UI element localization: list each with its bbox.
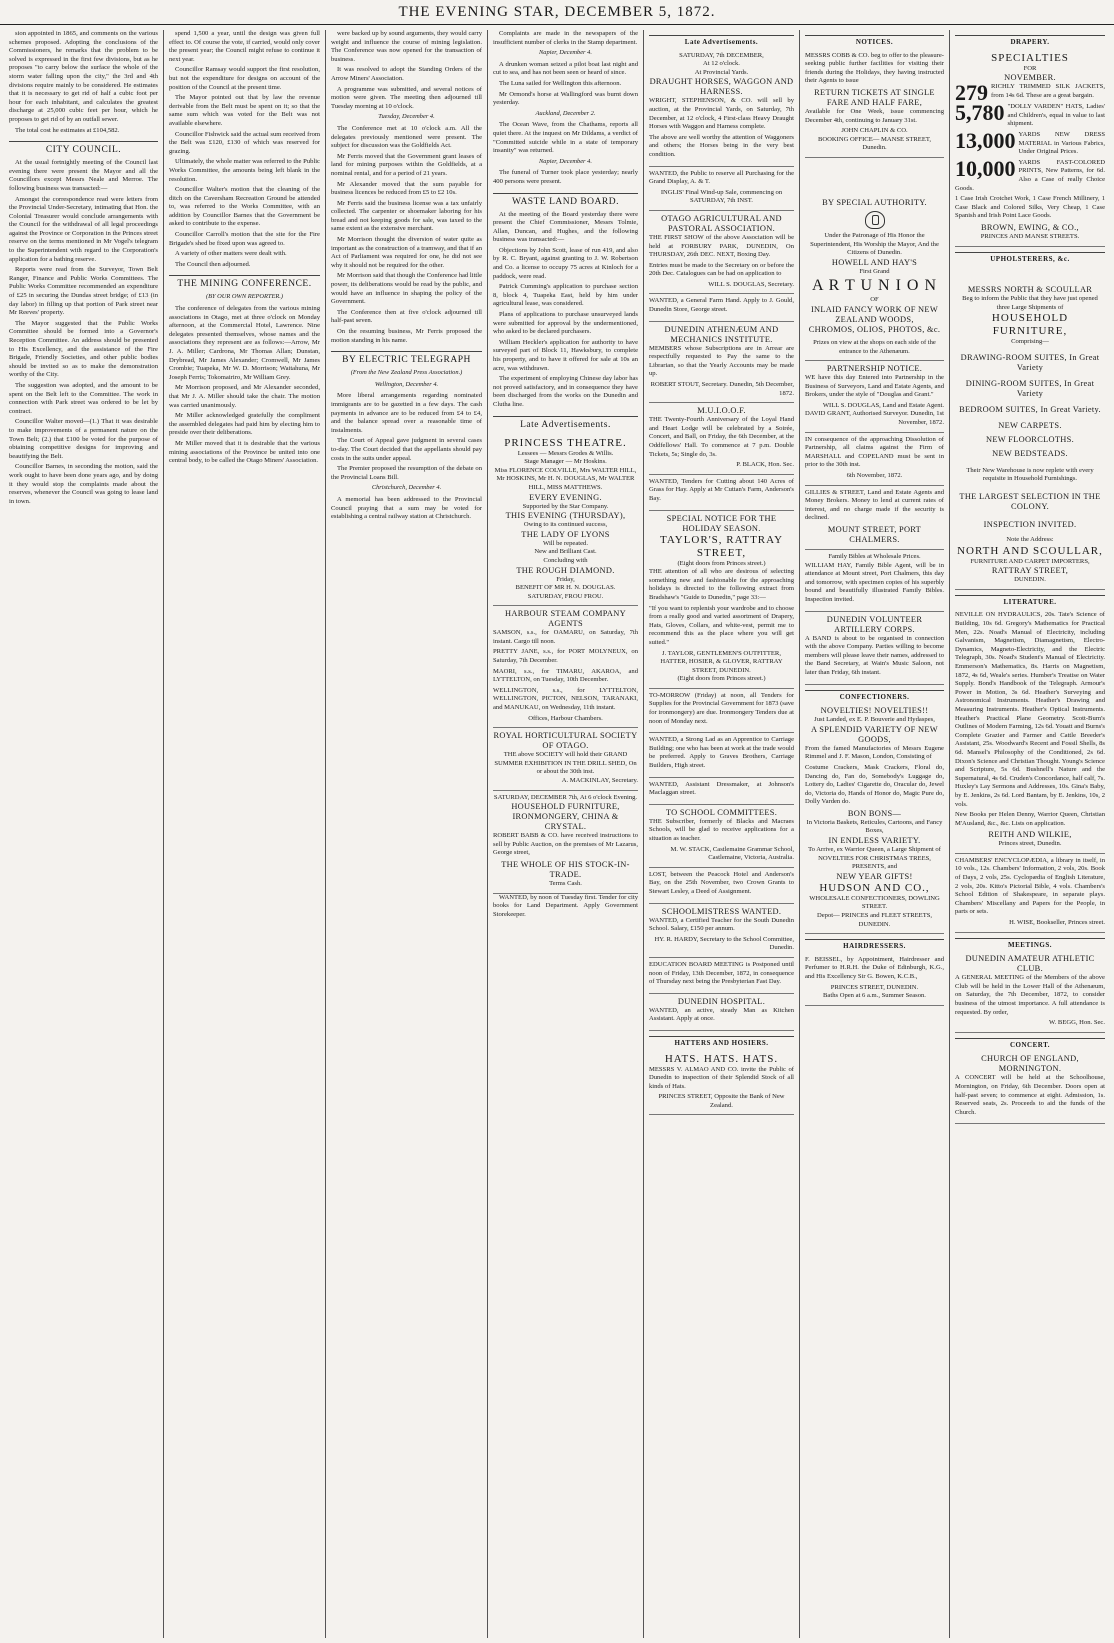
theatre-ad — [493, 434, 638, 607]
article-paragraph: Councillor Barnes, in seconding the motion, said the work ought to have been done years ago, and by doing it they would stop the complaints made about the reserves, whenever the Council was going to lease land in town. — [9, 463, 158, 505]
ad-title: HOWELL AND HAY'S — [831, 257, 918, 267]
inglis-ad — [649, 167, 794, 211]
ad-title: HUDSON AND CO., — [819, 881, 930, 894]
ad-title: HATS. HATS. HATS. — [664, 1052, 779, 1065]
ad-text: CHAMBERS' ENCYCLOPÆDIA, a library in itself, in 10 vols., 12s. Chambers' Information, 2 vols, 20s. Book of Days, 2 vols, 25s. Cyclopædia of English Literature, 2 vols, 20s. Kitto's Pictorial Bible, 4 vols. Chambers's School Edition of Shakespeare, in separate plays. Chambers' Miscellany and Papers for the People, in parts or sets. — [955, 856, 1105, 916]
ad-title: CHURCH OF ENGLAND, MORNINGTON. — [981, 1054, 1079, 1074]
harbour-heading: HARBOUR STEAM COMPANY AGENTS — [505, 609, 626, 629]
ad-sign: REITH AND WILKIE, — [988, 830, 1072, 840]
ad-title: NORTH AND SCOULLAR, — [957, 544, 1103, 557]
ad-text: PRINCES STREET, DUNEDIN. — [830, 983, 919, 991]
chambers-ad — [955, 854, 1105, 933]
columns — [4, 30, 1110, 1638]
article-paragraph: The Conference met at 10 o'clock a.m. All the delegates previously mentioned were present. The subject for discussion was the Goldfields Act. — [331, 124, 482, 150]
mining-conference-heading: THE MINING CONFERENCE. — [169, 275, 320, 290]
offer-number: 279 — [955, 80, 988, 106]
article-paragraph: Objections by John Scott, lease of run 419, and also by R. C. Bryant, against granting to J. W. Robertson and Co. a license to occupy 75 acres at Kinloch for a paddock, were read. — [493, 246, 638, 280]
ad-title: INLAID FANCY WORK OF NEW ZEALAND WOODS, — [810, 304, 939, 324]
confectioners-ad — [805, 703, 944, 934]
ad-text: NOVELTIES FOR CHRISTMAS TREES, PRESENTS, and — [818, 854, 931, 871]
notices-heading: NOTICES. — [805, 35, 944, 47]
article-paragraph: Mr Morrison proposed, and Mr Alexander seconded, that Mr J. A. Miller should take the chair. The motion was carried unanimously. — [169, 384, 320, 409]
article-paragraph: The funeral of Turner took place yesterday; nearly 400 persons were present. — [493, 169, 638, 185]
ad-text: SATURDAY, DECEMBER 7th, At 6 o'clock Evening. — [493, 793, 638, 801]
column-1 — [4, 30, 164, 1638]
ad-title: SPECIALTIES — [991, 51, 1069, 64]
ad-text: Terms Cash. — [549, 879, 582, 887]
ad-text: Available for One Week, issue commencing December 4th, continuing to January 31st. — [805, 107, 944, 124]
dressmaker-ad — [649, 778, 794, 805]
books-ad — [955, 608, 1105, 853]
article-paragraph: Patrick Cumming's application to purchase section 8, block 4, Tuapeka East, held by him under agricultural lease, was considered. — [493, 283, 638, 308]
gillies-ad — [805, 486, 944, 550]
ad-text: WANTED, by noon of Tuesday first. Tender for city books for Land Department. Apply Government Storekeeper. — [493, 893, 638, 918]
ad-title: SCHOOLMISTRESS WANTED. — [661, 906, 782, 916]
ad-text: LOST, between the Peacock Hotel and Anderson's Bay, on the 25th November, two Crown Grants to Stewart Lesley, a Deed of Assignment. — [649, 870, 794, 895]
ad-text: At 12 o'clock. — [703, 60, 740, 68]
otago-show-ad — [649, 211, 794, 295]
article-paragraph: Mr Ferris said the business license was a tax unfairly collected. The carpenter or shoemaker laboring for his bread and not keeping goods for sale, was taxed to the same extent as the extensive merchant. — [331, 199, 482, 233]
article-paragraph: Ultimately, the whole matter was referred to the Public Works Committee, the amounts being left blank in the resolution. — [169, 158, 320, 183]
athletic-ad — [955, 951, 1105, 1033]
ad-text: BOOKING OFFICE— MANSE STREET, Dunedin. — [817, 135, 932, 152]
ad-title: BON BONS— — [847, 808, 902, 818]
ad-text: SAMSON, s.s., for OAMARU, on Saturday, 7th instant. Cargo till noon. — [493, 629, 638, 645]
ad-text: From the famed Manufactories of Messrs Eugene Rimmel and J. F. Mason, London, Consisting of — [805, 744, 944, 761]
ad-text: THE Twenty-Fourth Anniversary of the Loyal Hand and Heart Lodge will be celebrated by a Soirée, Concert, and Ball, on Friday, the 6th December, at the Oddfellows' Hall. To commence at 7 p.m. Double Tickets, 5s; Single do, 3s. — [649, 416, 794, 458]
ad-text: PRINCES AND MANSE STREETS. — [980, 232, 1080, 240]
ad-text: "DOLLY VARDEN" HATS, Ladies' and Children's, equal in value to last shipment. — [1007, 103, 1105, 128]
theatre-play: THE LADY OF LYONS — [521, 529, 610, 539]
ad-title: PARTNERSHIP NOTICE. — [826, 364, 923, 374]
ad-title: SPECIAL NOTICE FOR THE HOLIDAY SEASON. — [666, 513, 777, 533]
mining-conference-byline: (BY OUR OWN REPORTER.) — [205, 293, 284, 301]
ad-text: Depot— PRINCES and FLEET STREETS, DUNEDIN. — [816, 912, 933, 928]
ad-sign: M. W. STACK, Castlemaine Grammar School, Castlemaine, Victoria, Australia. — [670, 845, 794, 862]
ad-text: Costume Crackers, Mask Crackers, Floral do, Dancing do, Fan do, Somebody's Luggage do, Lottery do, Ladies' Cigarette do, Oracular do, Jewel do, Victoria do, Hands of Honor do, Magic Pure do, Dolly Varden do. — [805, 763, 944, 806]
article-paragraph: The experiment of employing Chinese day labor has not proved satisfactory, and in consequence they have been discharged from the works on the Dunedin and Clutha line. — [493, 375, 638, 408]
ad-sign: WILL S. DOUGLAS, Land and Estate Agent. DAVID GRANT, Authorised Surveyor. Dunedin, 1st November, 1872. — [805, 401, 944, 427]
article-paragraph: A drunken woman seized a pilot boat last night and cut to sea, and has not been seen or heard of since. — [493, 60, 638, 77]
ad-title: CHROMOS, OLIOS, PHOTOS, &c. — [808, 324, 941, 334]
article-paragraph: The Mayor suggested that the Public Works Committee should be formed into a Governor's Reception Committee. An address should be presented to His Excellency, and the assistance of the Fire Brigade, Friendly Societies, and other public bodies should be invited so as to make the demonstration worthy of the City. — [9, 319, 158, 379]
ad-title: RETURN TICKETS AT SINGLE FARE AND HALF FARE, — [814, 87, 935, 107]
article-paragraph: The Luna sailed for Wellington this afternoon. — [499, 79, 622, 87]
theatre-line: Will be repeated. — [543, 539, 588, 547]
partnership-ad — [805, 361, 944, 433]
ad-text: YARDS NEW DRESS MATERIAL in Various Fabrics, Under Original Prices. — [1018, 130, 1105, 156]
confectioners-heading: CONFECTIONERS. — [805, 690, 944, 702]
ad-title: A SPLENDID VARIETY OF NEW GOODS, — [811, 724, 938, 744]
ad-text: WELLINGTON, s.s., for LYTTELTON, WELLINGTON, PICTON, NELSON, TARANAKI, and MANUKAU, on Wednesday, 11th instant. — [493, 686, 638, 712]
ad-title: OTAGO AGRICULTURAL AND PASTORAL ASSOCIATION. — [661, 213, 782, 233]
ad-title: A R T U N I O N — [811, 277, 938, 295]
ad-text: THE FIRST SHOW of the above Association will be held at FORBURY PARK, DUNEDIN, On THURSDAY, 26th DEC. NEXT, Boxing Day. — [649, 233, 794, 259]
article-paragraph: The Council then adjourned. — [175, 260, 251, 268]
dateline: Auckland, December 2. — [535, 109, 596, 117]
theatre-line: EVERY EVENING. — [529, 492, 602, 502]
ad-line: NEW CARPETS. — [998, 420, 1062, 430]
ad-text: Family Bibles at Wholesale Prices. — [828, 553, 921, 560]
article-paragraph: sion appointed in 1865, and comments on the various schemes proposed. Adopting the conclusions of the Commissioners, he remarks that the problem to be solved is expressed in the first few divisions, but as he proposes "to carry below the surface the whole of the storm water falling upon the city," the 3rd and 4th divisions require mainly to be considered. He estimates that it is necessary to get rid of half a cubic foot per hour for each inhabitant, and calculates the greatest discharge at 25,000 cubic feet per hour, which he proposes to get rid of by an outfall sewer. — [9, 30, 158, 123]
ad-title: DUNEDIN AMATEUR ATHLETIC CLUB. — [965, 954, 1095, 974]
ad-text: THE attention of all who are desirous of selecting something new and fashionable for the approaching holidays is directed to the following extract from Bradshaw's "Guide to Dunedin," page 33:— — [649, 568, 794, 601]
masthead: THE EVENING STAR, DECEMBER 5, 1872. — [0, 4, 1114, 25]
ad-text: RICHLY TRIMMED SILK JACKETS, from 14s 6d. These are a great bargain. — [991, 83, 1105, 99]
ad-title: NOVEMBER. — [1004, 73, 1056, 83]
ad-sign: BROWN, EWING, & CO., — [981, 222, 1079, 232]
column-5 — [644, 30, 800, 1638]
ad-text: WANTED, Assistant Dressmaker, at Johnson's Maclaggan street. — [649, 780, 794, 797]
article-paragraph: The Ocean Wave, from the Chathams, reports all quiet there. At the inquest on Mr Dildams, a verdict of "Committed suicide while in a state of temporary insanity" was returned. — [493, 121, 638, 155]
theatre-line: New and Brilliant Cast. — [534, 548, 597, 556]
harbour-ad — [493, 606, 638, 728]
theatre-lessees: Lessees — Messrs Grodes & Willis. — [517, 449, 614, 457]
late-advertisements-heading: Late Advertisements. — [649, 35, 794, 47]
school-ad — [649, 805, 794, 868]
ad-title: DUNEDIN ATHENÆUM AND MECHANICS INSTITUTE. — [664, 324, 779, 344]
ad-text: WRIGHT, STEPHENSON, & CO. will sell by auction, at the Provincial Yards, on Saturday, 7th December, at 12 o'clock, 4 First-class Heavy Draught Horses with Waggon and Harness complete. — [649, 97, 794, 131]
article-paragraph: Mr Morrison thought the diversion of water quite as important as the construction of a tramway, and that if an Act of Parliament was required for one, he did not see why it should not be required for the other. — [331, 236, 482, 269]
meetings-heading: MEETINGS. — [955, 938, 1105, 950]
ad-text: MEMBERS whose Subscriptions are in Arrear are respectfully requested to Pay the same to the Librarian, so that the Yearly Accounts may be made up. — [649, 344, 794, 378]
city-council-heading: CITY COUNCIL. — [9, 141, 158, 156]
article-paragraph: Mr Miller moved that it is desirable that the various mining associations of the Province be united into one central body, to be called the Otago Miners' Association. — [169, 439, 320, 465]
article-paragraph: William Heckler's application for authority to have surveyed part of Block 11, Hawksbury, to complete his property, and to have it offered for sale at 10s an acre, was withdrawn. — [493, 338, 638, 372]
apprentice-ad — [649, 733, 794, 777]
article-paragraph: A memorial has been addressed to the Provincial Council praying that a sum may be voted for establishing a central railway station at Christchurch. — [331, 495, 482, 521]
ad-text: Under the Patronage of His Honor the Superintendent, His Worship the Mayor, And the Citizens of Dunedin. — [810, 231, 939, 257]
ad-text: WANTED, an active, steady Man as Kitchen Assistant. Apply at once. — [649, 1006, 794, 1023]
article-paragraph: The Court of Appeal gave judgment in several cases to-day. The Court decided that the appellants should pay costs in the suits under appeal. — [331, 437, 482, 462]
ad-text: A BAND is about to be organised in connection with the above Company. Parties willing to become members will please leave their names, addressed to the Band Secretary, at Wain's Music Saloon, not later than Friday, 6th instant. — [805, 634, 944, 676]
theatre-line: Friday, — [556, 575, 575, 583]
article-paragraph: It was resolved to adopt the Standing Orders of the Arrow Miners' Association. — [331, 66, 482, 82]
beissel-ad — [805, 953, 944, 1006]
column-4 — [488, 30, 644, 1638]
waste-land-heading: WASTE LAND BOARD. — [493, 193, 638, 208]
theatre-line: Supported by the Star Company. — [522, 502, 609, 510]
article-paragraph: A programme was submitted, and several notices of motion were given. The meeting then adjourned till Tuesday morning at 10 o'clock. — [331, 85, 482, 110]
ad-text: WANTED, a Certified Teacher for the South Dunedin School. Salary, £150 per annum. — [649, 916, 794, 933]
artillery-ad — [805, 612, 944, 685]
ad-text: DUNEDIN. — [1014, 576, 1046, 584]
horticultural-heading: ROYAL HORTICULTURAL SOCIETY OF OTAGO. — [493, 731, 638, 751]
ad-text: TO-MORROW (Friday) at noon, all Tenders for Supplies for the Provincial Government for 1873 (save for ironmongery) are due. Ironmongery Tenders due at noon of Monday next. — [649, 691, 794, 725]
education-ad — [649, 958, 794, 994]
ad-text: WHOLESALE CONFECTIONERS, DOWLING STREET. — [809, 894, 940, 911]
ad-text: WANTED, the Public to reserve all Purchasing for the Grand Display, A. & T. — [649, 169, 794, 186]
article-paragraph: The total cost he estimates at £104,582. — [15, 126, 120, 134]
ad-text: MESSRS V. ALMAO AND CO. invite the Public of Dunedin to inspection of their Splendid Stock of all kinds of Hats. — [649, 1065, 794, 1090]
ad-text: GILLIES & STREET, Land and Estate Agents and Money Brokers. Money to lend at current rates of interest, and no charge made if the security is declined. — [805, 488, 944, 522]
article-paragraph: Mr Ferris moved that the Government grant leases of land for mining purposes within the Goldfields, at a nominal rental, and for a period of 21 years. — [331, 152, 482, 177]
ad-text: F. BEISSEL, by Appointment, Hairdresser and Perfumer to H.R.H. the Duke of Edinburgh, K.G., and His Excellency Sir G. Bowen, K.C.B., — [805, 955, 944, 980]
ad-sign: HY. R. HARDY, Secretary to the School Committee, Dunedin. — [654, 935, 794, 952]
article-paragraph: Plans of applications to purchase unsurveyed lands were submitted for approval by the undermentioned, who asked to be declared purchasers. — [493, 311, 638, 336]
horticultural-ad — [493, 728, 638, 790]
ad-text: Prizes on view at the shops on each side of the entrance to the Athenæum. — [813, 338, 936, 355]
hairdressers-heading: HAIRDRESSERS. — [805, 939, 944, 951]
athenaeum-ad — [649, 322, 794, 404]
ad-text: Note the Address: — [1006, 536, 1054, 544]
ad-sign: J. TAYLOR, GENTLEMEN'S OUTFITTER, HATTER, HOSIER, & GLOVER, RATTRAY STREET, DUNEDIN. — [660, 649, 783, 674]
ad-text: Baths Open at 6 a.m., Summer Season. — [823, 992, 926, 1000]
telegraph-heading: BY ELECTRIC TELEGRAPH — [331, 351, 482, 366]
ad-text: Beg to inform the Public that they have just opened three Large Shipments of — [962, 295, 1098, 311]
ad-sign: H. WISE, Bookseller, Princes street. — [1009, 919, 1105, 927]
concert-ad — [955, 1051, 1105, 1124]
article-paragraph: The Conference then at five o'clock adjourned till half-past seven. — [331, 308, 482, 325]
article-paragraph: Reports were read from the Surveyor, Town Belt Ranger, Finance and Public Works Committees. The Public Works Committee recommended an expenditure of £25 in securing the Dundas street bridge; of £13 (in day labor) in filling up that portion of Park street near Mr Reeves' property. — [9, 266, 158, 317]
offer-number: 10,000 — [955, 155, 1016, 181]
article-paragraph: Councillor Carroll's motion that the site for the Fire Brigade's shed be fixed upon was agreed to. — [169, 231, 320, 247]
farm-hand-ad — [649, 294, 794, 321]
ad-text: FURNITURE AND CARPET IMPORTERS, — [970, 557, 1090, 565]
ad-title: THE WHOLE OF HIS STOCK-IN-TRADE. — [501, 859, 630, 879]
art-union-ad — [805, 158, 944, 361]
theatre-name: PRINCESS THEATRE. — [504, 436, 627, 449]
ad-text: YARDS FAST-COLORED PRINTS, New Patterns, for 6d. Also a Case of really Choice Goods. — [955, 158, 1105, 192]
ad-text: Their New Warehouse is now replete with every requisite in Household Furnishings. — [966, 466, 1094, 483]
ad-line: THE LARGEST SELECTION IN THE COLONY. — [959, 492, 1101, 512]
ad-title: MOUNT STREET, PORT CHALMERS. — [827, 525, 922, 544]
article-paragraph: Mr Alexander moved that the sum payable for business licences be reduced from £5 to £2 10s. — [331, 180, 482, 197]
ad-text: Princes street, Dunedin. — [998, 840, 1062, 848]
ad-text: First Grand — [859, 267, 890, 275]
ad-line: NEW BEDSTEADS. — [992, 448, 1068, 458]
north-scoullar-ad — [955, 265, 1105, 590]
article-paragraph: were backed up by sound arguments, they would carry weight and influence the course of mining legislation. The Conference was now opened for the transaction of business. — [331, 30, 482, 63]
article-paragraph: Councillor Fishwick said the actual sum received from the Belt was £120, £130 of which was reserved for grazing. — [169, 130, 320, 155]
article-paragraph: Councillor Walter moved—(1.) That it was desirable to make improvements of a permanent nature on the Town Belt; (2.) that £100 be voted for the purpose of obtaining competitive designs for improving and beautifying the Belt. — [9, 418, 158, 460]
article-paragraph: The suggestion was adopted, and the amount to be spent on the Belt left to the Committee. The work in connection with Park street was ordered to be let by contract. — [9, 381, 158, 415]
article-paragraph: Mr Morrison said that though the Conference had little power, its deliberations would be read by the public, and would have an influence in shaping the policy of the Government. — [331, 272, 482, 306]
ad-sign: P. BLACK, Hon. Sec. — [736, 461, 794, 469]
column-7 — [950, 30, 1110, 1638]
ad-text: A GENERAL MEETING of the Members of the above Club will be held in the Lower Hall of the Athenæum, on Saturday, the 7th December, 1872, to consider business of the utmost importance. A full attendance is requested. By order, — [955, 974, 1105, 1016]
offer-item — [955, 127, 1105, 159]
schoolmistress-ad — [649, 904, 794, 958]
ad-text: A CONCERT will be held at the Schoolhouse, Mornington, on Friday, 6th December. Doors open at half-past seven; to commence at eight. Admission, 1s. Reserved seats, 2s. Proceeds to aid the funds of the Church. — [955, 1074, 1105, 1116]
late-advertisements-heading: Late Advertisements. — [493, 416, 638, 431]
ad-text: Comprising— — [1011, 338, 1049, 346]
ad-title: DUNEDIN VOLUNTEER ARTILLERY CORPS. — [826, 614, 923, 634]
ad-text: (Eight doors from Princes street.) — [677, 559, 766, 567]
upholsterers-heading: UPHOLSTERERS, &c. — [955, 252, 1105, 264]
ad-text: In Victoria Baskets, Reticules, Cartoons, and Fancy Boxes, — [806, 818, 943, 835]
ad-text: FOR — [1023, 64, 1037, 72]
ad-title: IN ENDLESS VARIETY. — [828, 836, 921, 846]
hats-ad — [649, 1050, 794, 1116]
article-paragraph: On the resuming business, Mr Ferris proposed the motion standing in his name. — [331, 328, 482, 344]
column-6 — [800, 30, 950, 1638]
dateline: Napier, December 4. — [539, 157, 592, 165]
article-paragraph: Mr Miller acknowledged gratefully the compliment the assembled delegates had paid him by electing him to preside over their deliberations. — [169, 412, 320, 437]
hospital-ad — [649, 994, 794, 1031]
article-paragraph: The Mayor pointed out that by law the revenue derivable from the Belt must be spent on it; so that the same sum which was voted for the Belt was not available elsewhere. — [169, 94, 320, 127]
ad-line: RATTRAY STREET, — [991, 566, 1069, 576]
theatre-cast: Miss FLORENCE COLVILLE, Mrs WALTER HILL, Mr HOSKINS, Mr H. N. DOUGLAS, Mr WALTER HILL, MISS MATTHEWS. — [494, 466, 637, 491]
royal-crest-icon — [865, 211, 885, 229]
ad-title: TO SCHOOL COMMITTEES. — [665, 807, 778, 817]
ad-line: DINING-ROOM SUITES, In Great Variety — [965, 378, 1095, 398]
article-paragraph: A variety of other matters were dealt with. — [175, 250, 287, 258]
lost-ad — [649, 868, 794, 904]
ad-sign: A. MACKINLAY, Secretary. — [561, 777, 638, 784]
horse-sale-ad — [649, 49, 794, 167]
bible-ad — [805, 550, 944, 612]
concert-heading: CONCERT. — [955, 1038, 1105, 1050]
ad-text: NEVILLE ON HYDRAULICS, 20s. Tate's Science of Building, 10s 6d. Gregory's Mathematics for Practical Men, 22s. Noad's Manual of Electricity, including Galvanism, Magnetism, Diamagnetism, Electro-Dynamics, Magneto-Electricity, and the Electric Telegraph, 30s. Noad's Student's Manual of Electricity. Emmerson's Mathematics, 8s. Harris on Magnetism, 1872, 4s 6d, Weale's series. Humber's Treatise on Water Supply. Bond's Handbook of the Telegraph. Armour's Power in Motion, 3s 6d. Heather's Surveying and Astronomical Instruments. Heather's Drawing and Measuring Instruments. Heather's Optical Instruments. Heather's Practical Plane Geometry. Scott-Burn's Outlines of Modern Farming, 12s 6d. Youatt and Burns's Complete Grazier and Farmer and Cattle Breeder's Assistant, 25s. Woodward's Recent and Fossil Shells, 8s 6d. Mansel's Philosophy of the Conditioned, 2s 6d. Dixon's Science and Christian Thought. Young's Science and Scripture, 5s 6d. Bushnell's Nature and the Supernatural, 4s 6d. Cruden's Concordance, half calf, 7s. Huxley's Lay Sermons and Addresses, 10s. Gina's Baby, by E. Jenkins, 2s 6d. Lord Bantam, by E. Jenkins, 10s, 2 vols. — [955, 611, 1105, 808]
ad-title: NOVELTIES! NOVELTIES!! — [820, 706, 929, 716]
ad-text: WE have this day Entered into Partnership in the Business of Surveyors, Land and Estate Agents, and Brokers, under the style of "Douglas and Grant." — [805, 374, 944, 399]
theatre-line: Owing to its continued success, — [523, 521, 608, 529]
ad-text: OF — [870, 296, 879, 304]
ad-title: DUNEDIN HOSPITAL. — [677, 996, 766, 1006]
article-paragraph: Councillor Walter's motion that the cleaning of the ditch on the Caversham Recreation Ground be attended to, was referred to the Works Committee, with an addition by Councillor Barnes that the Government be asked to contribute to the expense. — [169, 186, 320, 228]
specialties-ad — [955, 49, 1105, 247]
ad-title: HOUSEHOLD FURNITURE, IRONMONGERY, CHINA & CRYSTAL. — [511, 802, 620, 832]
ad-line: INSPECTION INVITED. — [983, 520, 1077, 530]
article-paragraph: The conference of delegates from the various mining associations in Otago, met at three o'clock on Monday afternoon, at the Commercial Hotel, Lawrence. Nine delegates presented themselves, whose names and the associations they represent are as follows:—Arrow, Mr J. A. Miller; Cardrona, Mr Thomas Allan; Dunstan, Drybread, Mr James Alexander; Cromwell, Mr James Crombie; Tuapeka, Mr W. D. Morrison; Waitahuna, Mr Joseph Ferris; Tokomairiro, Mr William Grey. — [169, 305, 320, 381]
ad-text: Entries must be made to the Secretary on or before the 20th Dec. Catalogues can be had on application to — [649, 261, 794, 278]
cobb-ad — [805, 49, 944, 158]
offer-item — [955, 100, 1105, 131]
ad-text: SATURDAY, 7th DECEMBER, — [679, 51, 764, 59]
ad-text: WANTED, Tenders for Cutting about 140 Acres of Grass for Hay. Apply at Mr Cuttan's Farm, Anderson's Bay. — [649, 477, 794, 502]
ad-title: HOUSEHOLD FURNITURE, — [991, 312, 1069, 338]
ad-text: "If you want to replenish your wardrobe and to choose from a really good and varied assortment of Drapery, Hats, Gloves, Collars, and white-vest, permit me to recommend this as the place where you will get suited." — [649, 604, 794, 646]
theatre-line: SATURDAY, FROU FROU. — [527, 592, 604, 600]
ad-text: To Arrive, ex Warrior Queen, a Large Shipment of — [808, 846, 941, 854]
article-paragraph: Mr Ormond's horse at Wallingford was burnt down yesterday. — [493, 90, 638, 107]
article-paragraph: Complaints are made in the newspapers of the insufficient number of clerks in the Stamp department. — [493, 30, 638, 46]
column-3 — [326, 30, 488, 1638]
dateline: Tuesday, December 4. — [378, 113, 435, 121]
taylor-ad — [649, 511, 794, 689]
oddfellows-ad — [649, 403, 794, 475]
ad-text: The above are well worthy the attention of Waggoners and others; the Horses being in the very best condition. — [649, 133, 794, 158]
ad-title: BY SPECIAL AUTHORITY. — [822, 197, 927, 207]
ad-sign: Offices, Harbour Chambers. — [528, 714, 603, 722]
theatre-manager: Stage Manager — Mr Hoskins. — [524, 458, 607, 466]
ad-line: BEDROOM SUITES, In Great Variety. — [959, 404, 1101, 414]
ad-sign: WILL S. DOUGLAS, Secretary. — [708, 280, 794, 288]
article-paragraph: More liberal arrangements regarding nominated immigrants are to be gazetted in a few days. The cash payments in advance are to be reduced from £4 to £4, and the balance spread over a reasonable time of instalments. — [331, 392, 482, 434]
article-paragraph: Amongst the correspondence read were letters from the Provincial Under-Secretary, intimating that Hon. the Colonial Treasurer would conclude arrangements with the Council for the withdrawal of all legal proceedings against the Province or Corporation in the Princes street reserve on the terms mentioned in Mr Vogel's telegram to the Superintendent with regard to the Corporation's application for a bathing reserve. — [9, 195, 158, 263]
offer-number: 5,780 — [955, 100, 1005, 126]
ad-title: M.U.I.O.O.F. — [697, 406, 746, 416]
ad-line: DRAWING-ROOM SUITES, In Great Variety — [960, 352, 1100, 372]
article-paragraph: spend 1,500 a year, until the design was given full effect to. Of course the vote, if carried, would only cover the present year; the Council might refuse to continue it next year. — [169, 30, 320, 63]
dissolution-ad — [805, 433, 944, 486]
article-paragraph: Councillor Ramsay would support the first resolution, but not the expenditure for designs on account of the position of the Council at the present time. — [169, 66, 320, 91]
theatre-line: Concluding with — [543, 556, 588, 564]
article-paragraph: The Premier proposed the resumption of the debate on the Provincial Loans Bill. — [331, 465, 482, 481]
offer-number: 13,000 — [955, 127, 1016, 153]
ad-sign: JOHN CHAPLIN & CO. — [841, 127, 908, 135]
drapery-heading: DRAPERY. — [955, 35, 1105, 47]
ad-text: IN consequence of the approaching Dissolution of Partnership, all claims against the Firm of MARSHALL and COPELAND must be sent in prior to the 30th inst. — [805, 435, 944, 469]
ad-sign: ROBERT STOUT, Secretary. Dunedin, 5th December, 1872. — [650, 381, 794, 397]
ad-text: (Eight doors from Princes street.) — [677, 675, 766, 683]
dateline: Napier, December 4. — [539, 49, 592, 57]
ad-text: WILLIAM HAY, Family Bible Agent, will be in attendance at Mount street, Port Chalmers, this day and tomorrow, with specimen copies of his superbly bound and beautifully illustrated Family Bibles. Inspection invited. — [805, 561, 944, 603]
ad-text: THE above SOCIETY will hold their GRAND SUMMER EXHIBITION IN THE DRILL SHED, On or about the 30th inst. — [494, 751, 637, 776]
article-paragraph: At the usual fortnightly meeting of the Council last evening there were present the Mayor and all the Councillors except Messrs Neale and Merroe. The following business was transacted:— — [9, 159, 158, 192]
ad-text: New Books per Helen Denny, Warrior Queen, Christian M'Ausland, &c., &c. Lists on application. — [955, 811, 1105, 827]
ad-text: WANTED, a General Farm Hand. Apply to J. Gould, Dunedin Store, George street. — [649, 297, 794, 314]
ad-title: MESSRS NORTH & SCOULLAR — [967, 285, 1093, 295]
ad-title: TAYLOR'S, RATTRAY STREET, — [659, 533, 784, 559]
theatre-play: THE ROUGH DIAMOND. — [516, 565, 615, 575]
ad-text: 1 Case Irish Crotchet Work, 1 Case French Millinery, 1 Case Black and Colored Silks, Very Cheap, 1 Case Spanish and Irish Point Lace Goods. — [955, 195, 1105, 220]
dateline: Wellington, December 4. — [374, 380, 439, 388]
tenders-ad — [649, 475, 794, 511]
column-2 — [164, 30, 326, 1638]
ad-text: Just Landed, ex E. P. Bouverie and Hydaspes, — [814, 716, 935, 724]
ad-text: At Provincial Yards. — [694, 68, 749, 76]
ad-sign: PRINCES STREET, Opposite the Bank of New Zealand. — [658, 1093, 785, 1109]
ad-text: THE Subscriber, formerly of Blacks and Macraes Schools, will be glad to receive applications for a situation as teacher. — [649, 817, 794, 842]
literature-heading: LITERATURE. — [955, 595, 1105, 607]
hatters-heading: HATTERS AND HOSIERS. — [649, 1036, 794, 1048]
ad-text: EDUCATION BOARD MEETING is Postponed until noon of Friday, 13th December, 1872, in consequence of Thursday next being the Presbyterian Fast Day. — [649, 960, 794, 986]
ad-text: PRETTY JANE, s.s., for PORT MOLYNEUX, on Saturday, 7th December. — [493, 648, 638, 665]
theatre-line: BENEFIT OF MR H. N. DOUGLAS. — [515, 584, 616, 592]
ad-text: INGLIS' Final Wind-up Sale, commencing on SATURDAY, 7th INST. — [660, 188, 783, 205]
offer-item — [955, 155, 1105, 195]
ad-title: DRAUGHT HORSES, WAGGON AND HARNESS. — [649, 77, 794, 97]
ad-sign: W. BEGG, Hon. Sec. — [1049, 1019, 1105, 1027]
ad-text: 6th November, 1872. — [846, 472, 903, 480]
ad-text: MAORI, s.s., for TIMARU, AKAROA, and LYTTELTON, on Tuesday, 10th December. — [493, 667, 638, 684]
theatre-line: THIS EVENING (THURSDAY), — [505, 511, 626, 521]
telegraph-source: (From the New Zealand Press Association.) — [350, 369, 463, 377]
ad-text: WANTED, a Strong Lad as an Apprentice to Carriage Building; one who has been at work at the trade would be preferred. Apply to Graves Brothers, Carriage Builders, High street. — [649, 736, 794, 770]
auction-ad — [493, 791, 638, 894]
tomorrow-ad — [649, 689, 794, 733]
ad-text: MESSRS COBB & CO. beg to offer to the pleasure-seeking public further facilities for visiting their friends during the Holidays, they having instructed their Agents to issue — [805, 51, 944, 85]
article-paragraph: At the meeting of the Board yesterday there were present the Chief Commissioner, Messrs Tolmie, Allan, Duncan, and Hughes, and the following business was transacted:— — [493, 210, 638, 244]
dateline: Christchurch, December 4. — [371, 484, 442, 492]
ad-text: ROBERT BABB & CO. have received instructions to sell by Public Auction, on the premises of Mr Lazarus, George street, — [493, 832, 638, 857]
ad-line: NEW FLOORCLOTHS. — [986, 434, 1074, 444]
ad-title: NEW YEAR GIFTS! — [836, 871, 913, 881]
